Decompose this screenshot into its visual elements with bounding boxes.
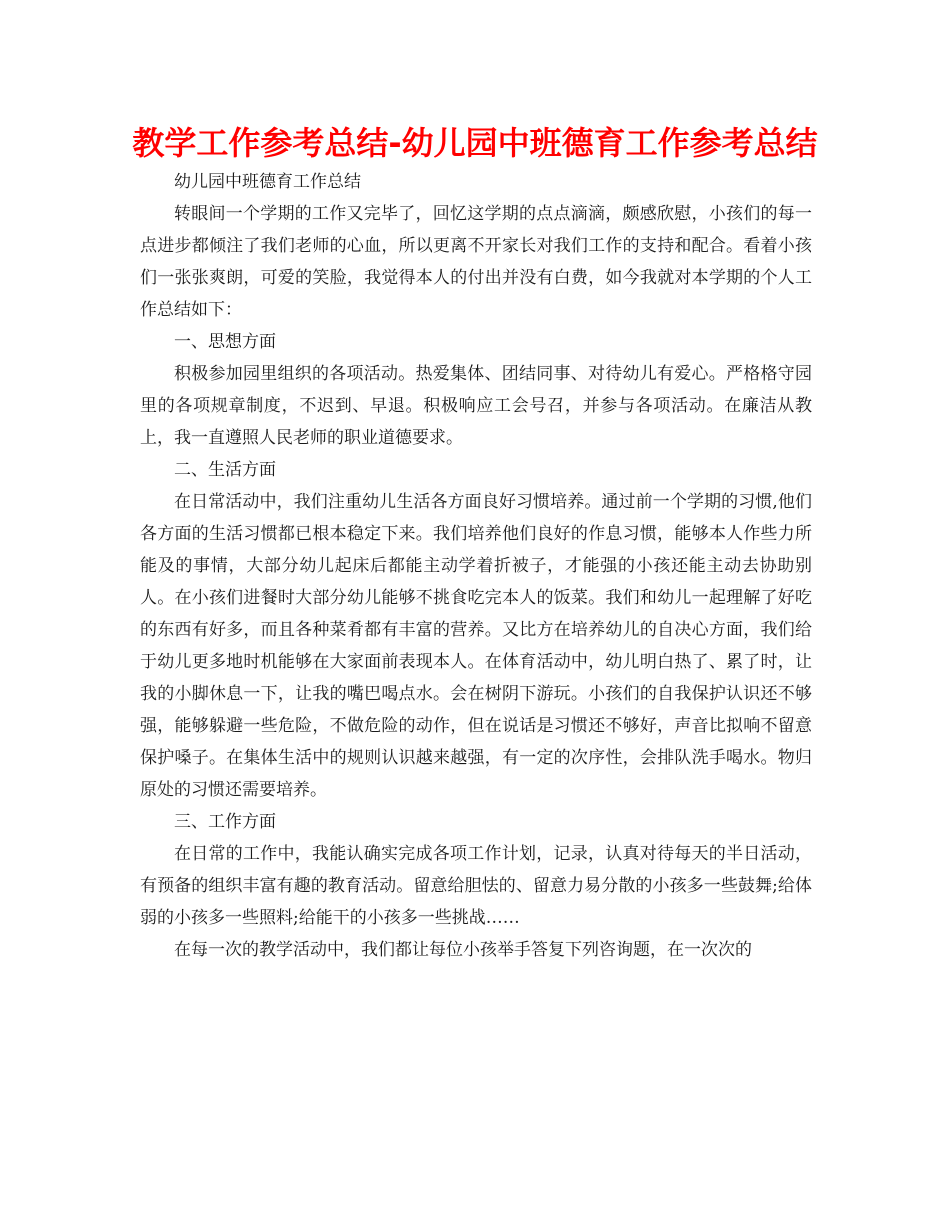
work-paragraph: 在日常的工作中，我能认确实完成各项工作计划，记录，认真对待每天的半日活动，有预备的组织丰富有趣的教育活动。留意给胆怯的、留意力易分散的小孩多一些鼓舞;给体弱的小孩多一些照料;给能干的小孩多一些挑战……: [140, 844, 812, 928]
life-paragraph: 在日常活动中，我们注重幼儿生活各方面良好习惯培养。通过前一个学期的习惯,他们各方面的生活习惯都已根本稳定下来。我们培养他们良好的作息习惯，能够本人作些力所能及的事情，大部分幼儿起床后都能主动学着折被子，才能强的小孩还能主动去协助别人。在小孩们进餐时大部分幼儿能够不挑食吃完本人的饭菜。我们和幼儿一起理解了好吃的东西有好多，而且各种菜肴都有丰富的营养。又比方在培养幼儿的自决心方面，我们给于幼儿更多地时机能够在大家面前表现本人。在体育活动中，幼儿明白热了、累了时，让我的小脚休息一下，让我的嘴巴喝点水。会在树阴下游玩。小孩们的自我保护认识还不够强，能够躲避一些危险，不做危险的动作，但在说话是习惯还不够好，声音比拟响不留意保护嗓子。在集体生活中的规则认识越来越强，有一定的次序性，会排队洗手喝水。物归原处的习惯还需要培养。: [140, 492, 812, 800]
document-title: 教学工作参考总结-幼儿园中班德育工作参考总结: [132, 124, 818, 162]
section-heading-work: 三、工作方面: [174, 812, 276, 832]
section-heading-life: 二、生活方面: [174, 460, 276, 480]
subtitle-paragraph: 幼儿园中班德育工作总结: [174, 172, 361, 192]
thought-paragraph: 积极参加园里组织的各项活动。热爱集体、团结同事、对待幼儿有爱心。严格格守园里的各项规章制度，不迟到、早退。积极响应工会号召，并参与各项活动。在廉洁从教上，我一直遵照人民老师的职业道德要求。: [140, 364, 812, 448]
section-heading-thought: 一、思想方面: [174, 332, 276, 352]
teaching-paragraph: 在每一次的教学活动中，我们都让每位小孩举手答复下列咨询题，在一次次的: [174, 940, 752, 960]
intro-paragraph: 转眼间一个学期的工作又完毕了，回忆这学期的点点滴滴，颇感欣慰，小孩们的每一点进步都倾注了我们老师的心血，所以更离不开家长对我们工作的支持和配合。看着小孩们一张张爽朗，可爱的笑脸，我觉得本人的付出并没有白费，如今我就对本学期的个人工作总结如下：: [140, 204, 812, 320]
document-body: [140, 166, 812, 966]
